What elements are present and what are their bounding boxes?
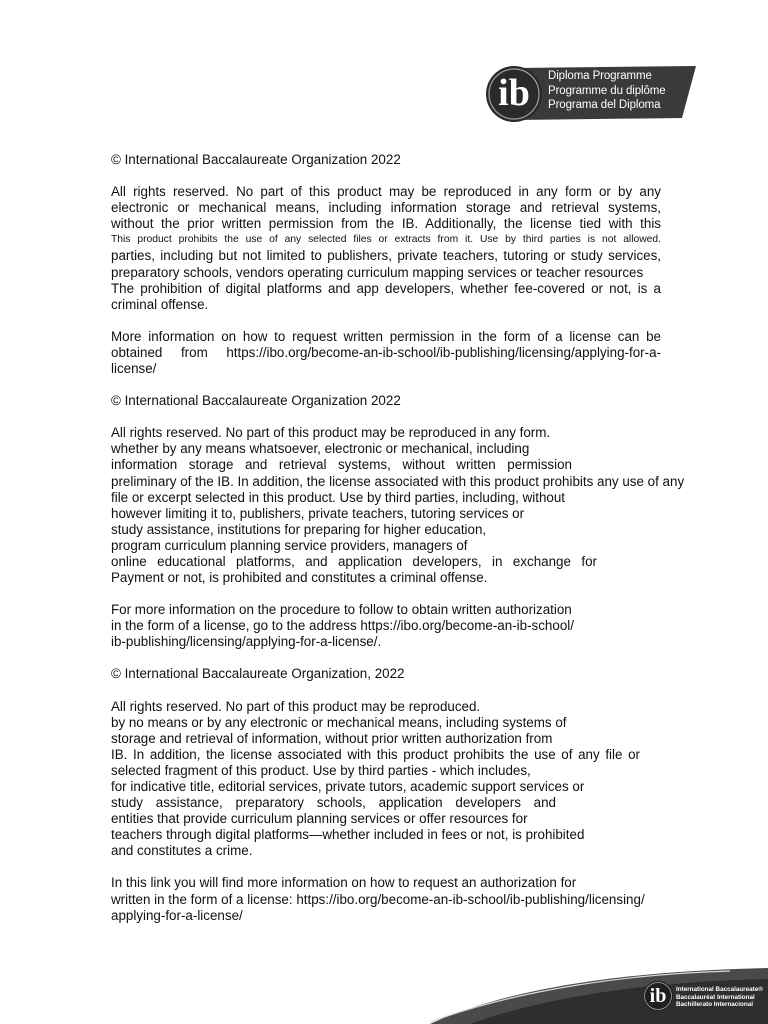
text-line: The prohibition of digital platforms and app developers, whether fee-covered or not, is a [111, 280, 661, 296]
text-line: license/ [111, 361, 157, 377]
license-info-paragraph [111, 875, 671, 923]
text-line: All rights reserved. No part of this product may be reproduced in any form. [111, 425, 551, 441]
text-line: criminal offense. [111, 296, 209, 312]
text-line: preparatory schools, vendors operating curriculum mapping services or teacher resources [111, 264, 644, 280]
footer-ib-logo-icon: ib [649, 985, 667, 1007]
text-line: program curriculum planning service providers, managers of [111, 537, 468, 553]
text-line: All rights reserved. No part of this product may be reproduced. [111, 698, 481, 714]
text-line: study assistance, preparatory schools, application developers and [111, 795, 556, 811]
copyright-notice [111, 152, 685, 924]
programme-names [548, 69, 666, 113]
text-line: More information on how to request written permission in the form of a license can be [111, 328, 661, 344]
text-line: selected fragment of this product. Use by third parties - which includes, [111, 762, 531, 778]
rights-paragraph [111, 184, 671, 313]
copyright-line: © International Baccalaureate Organization, 2022 [111, 666, 405, 682]
text-line: and constitutes a crime. [111, 843, 253, 859]
text-line: In this link you will find more information on how to request an authorization for [111, 875, 577, 891]
text-line: applying-for-a-license/ [111, 907, 243, 923]
text-line: information storage and retrieval systems, without written permission [111, 457, 572, 473]
footer-organization-names [676, 986, 763, 1009]
programme-name-fr: Programme du diplôme [548, 84, 666, 97]
license-info-paragraph [111, 602, 671, 650]
text-line: online educational platforms, and application developers, in exchange for [111, 553, 597, 569]
rights-paragraph [111, 425, 685, 586]
text-line: study assistance, institutions for preparing for higher education, [111, 521, 487, 537]
text-line: For more information on the procedure to follow to obtain written authorization [111, 602, 572, 618]
text-line: storage and retrieval of information, without prior written authorization from [111, 730, 553, 746]
rights-paragraph [111, 699, 671, 860]
footer-name-fr: Baccalauréat International [676, 993, 755, 1001]
text-line: for indicative title, editorial services, private tutors, academic support services or [111, 779, 585, 794]
text-line: All rights reserved. No part of this product may be reproduced in any form or by any [111, 184, 661, 200]
text-line: entities that provide curriculum planning services or offer resources for [111, 811, 528, 827]
text-line: obtained from https://ibo.org/become-an-ib-school/ib-publishing/licensing/applying-for-a- [111, 344, 661, 360]
text-line: in the form of a license, go to the address https://ibo.org/become-an-ib-school/ [111, 618, 574, 634]
text-line: This product prohibits the use of any selected files or extracts from it. Use by third parties is not allowed. [111, 234, 661, 246]
text-line: preliminary of the IB. In addition, the license associated with this product prohibits any use of any [111, 473, 685, 489]
copyright-line: © International Baccalaureate Organization 2022 [111, 393, 401, 409]
text-line: ib-publishing/licensing/applying-for-a-license/. [111, 634, 382, 650]
text-line: parties, including but not limited to publishers, private teachers, tutoring or study services, [111, 248, 661, 264]
text-line: file or excerpt selected in this product. Use by third parties, including, without [111, 489, 566, 505]
programme-name-en: Diploma Programme [548, 70, 652, 82]
text-line: whether by any means whatsoever, electronic or mechanical, including [111, 441, 530, 457]
text-line: without the prior written permission from the IB. Additionally, the license tied with this [111, 216, 661, 232]
footer-name-en: International Baccalaureate® [676, 986, 763, 993]
license-info-paragraph [111, 329, 671, 377]
text-line: teachers through digital platforms—whether included in fees or not, is prohibited [111, 827, 585, 843]
text-line: written in the form of a license: https://ibo.org/become-an-ib-school/ib-publishing/licensing/ [111, 891, 645, 907]
text-line: electronic or mechanical means, including information storage and retrieval systems, [111, 200, 661, 216]
ib-logo-icon: ib [498, 72, 530, 114]
text-line: Payment or not, is prohibited and constitutes a criminal offense. [111, 570, 488, 586]
copyright-line: © International Baccalaureate Organization 2022 [111, 152, 401, 167]
text-line: by no means or by any electronic or mechanical means, including systems of [111, 714, 567, 730]
programme-name-es: Programa del Diploma [548, 99, 661, 111]
text-line: IB. In addition, the license associated with this product prohibits the use of any file or [111, 746, 640, 762]
text-line: however limiting it to, publishers, private teachers, tutoring services or [111, 505, 525, 521]
footer-name-es: Bachillerato Internacional [676, 1001, 753, 1009]
